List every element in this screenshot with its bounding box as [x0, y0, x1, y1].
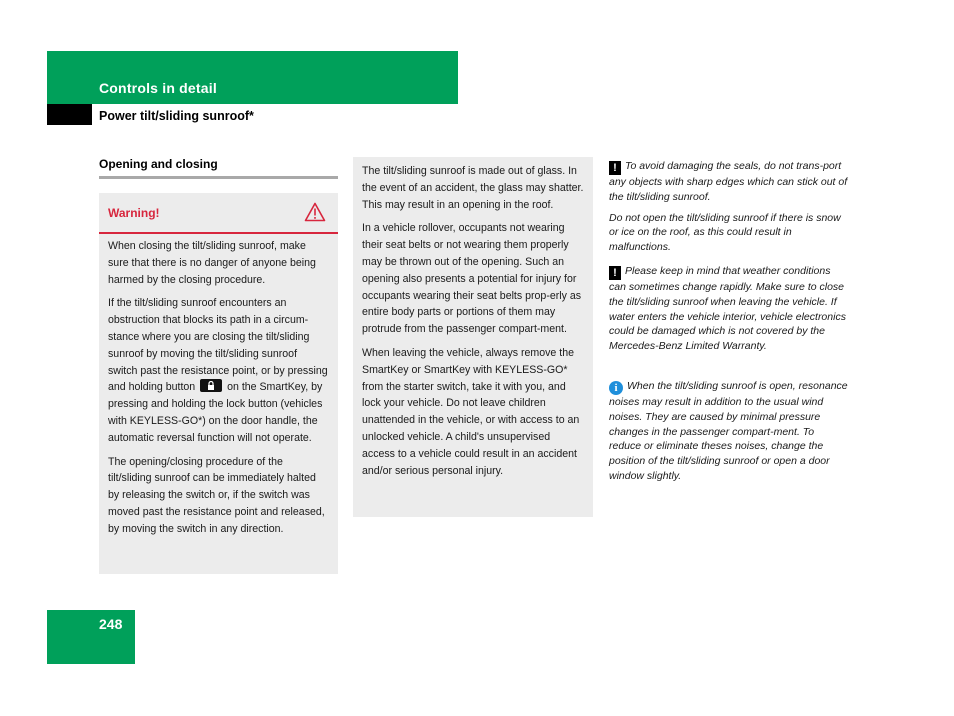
exclamation-icon: ! — [609, 161, 621, 175]
note-text: Please keep in mind that weather conditions can sometimes change rapidly. Make sure to close the tilt/sliding sunroof when leaving the vehicle. If water enters the vehicle interior, vehicle electronics could be damaged which is not covered by the Mercedes-Benz Limited Warranty. — [609, 265, 846, 353]
warning-box — [99, 193, 338, 574]
warning-paragraph: When closing the tilt/sliding sunroof, make sure that there is no danger of anyone being harmed by the closing procedure. — [108, 240, 316, 286]
safety-paragraph: In a vehicle rollover, occupants not wearing their seat belts or not wearing them properly may be thrown out of the opening. Such an opening also presents a potential for injury for occupants wearing their seat belts prop-erly as entire body parts or portions of them may protrude from the passenger compart-ment. — [362, 222, 582, 336]
lock-button-icon — [200, 379, 222, 392]
header-band — [47, 51, 458, 104]
subsection-title: Power tilt/sliding sunroof* — [99, 109, 254, 123]
warning-label: Warning! — [108, 206, 160, 220]
safety-paragraph: The tilt/sliding sunroof is made out of glass. In the event of an accident, the glass may shatter. This may result in an opening in the roof. — [362, 165, 584, 211]
exclamation-icon: ! — [609, 266, 621, 280]
note-paragraph — [609, 379, 849, 484]
warning-text: If the tilt/sliding sunroof encounters an obstruction that blocks its path in a circum-stance where you are closing the tilt/sliding sunroof by moving the tilt/sliding sunroof switch past the resistance point, or by pressing and holding button — [108, 297, 328, 394]
note-paragraph — [609, 159, 849, 205]
note-text: To avoid damaging the seals, do not trans-port any objects with sharp edges which can stick out of the tilt/sliding sunroof. — [609, 160, 848, 203]
warning-body — [99, 234, 338, 538]
note-paragraph: Do not open the tilt/sliding sunroof if there is snow or ice on the roof, as this could result in malfunctions. — [609, 211, 841, 254]
note-resonance — [609, 379, 849, 490]
warning-paragraph: The opening/closing procedure of the tilt/sliding sunroof can be immediately halted by releasing the switch or, if the switch was moved past the resistance point and released, by moving the switch in any direction. — [108, 455, 325, 535]
note-text: When the tilt/sliding sunroof is open, resonance noises may result in addition to the usual wind noises. They are caused by minimal pressure changes in the passenger compart-ment. To reduce or eliminate theses noises, change the position of the tilt/sliding sunroof or open a door window slightly. — [609, 380, 848, 482]
warning-header — [99, 193, 338, 234]
safety-paragraph: When leaving the vehicle, always remove the SmartKey or SmartKey with KEYLESS-GO* from the starter switch, take it with you, and lock your vehicle. Do not leave children unattended in the vehicle, or with access to an unlocked vehicle. A child's unsupervised access to a vehicle could result in an accident and/or serious personal injury. — [362, 346, 580, 477]
note-weather — [609, 264, 849, 360]
chapter-tab-marker — [47, 104, 92, 125]
warning-triangle-icon — [304, 202, 326, 222]
page-number: 248 — [99, 616, 123, 632]
warning-paragraph-lock — [108, 295, 329, 446]
note-paragraph — [609, 264, 849, 354]
warning-text: on the SmartKey, by pressing and holding the lock button (vehicles with KEYLESS-GO*) on the door handle, the automatic reversal function will not operate. — [108, 381, 323, 444]
section-heading: Opening and closing — [99, 157, 338, 179]
section-title: Controls in detail — [99, 80, 217, 96]
note-seals — [609, 159, 849, 261]
info-icon: i — [609, 381, 623, 395]
safety-info-box — [353, 157, 593, 517]
